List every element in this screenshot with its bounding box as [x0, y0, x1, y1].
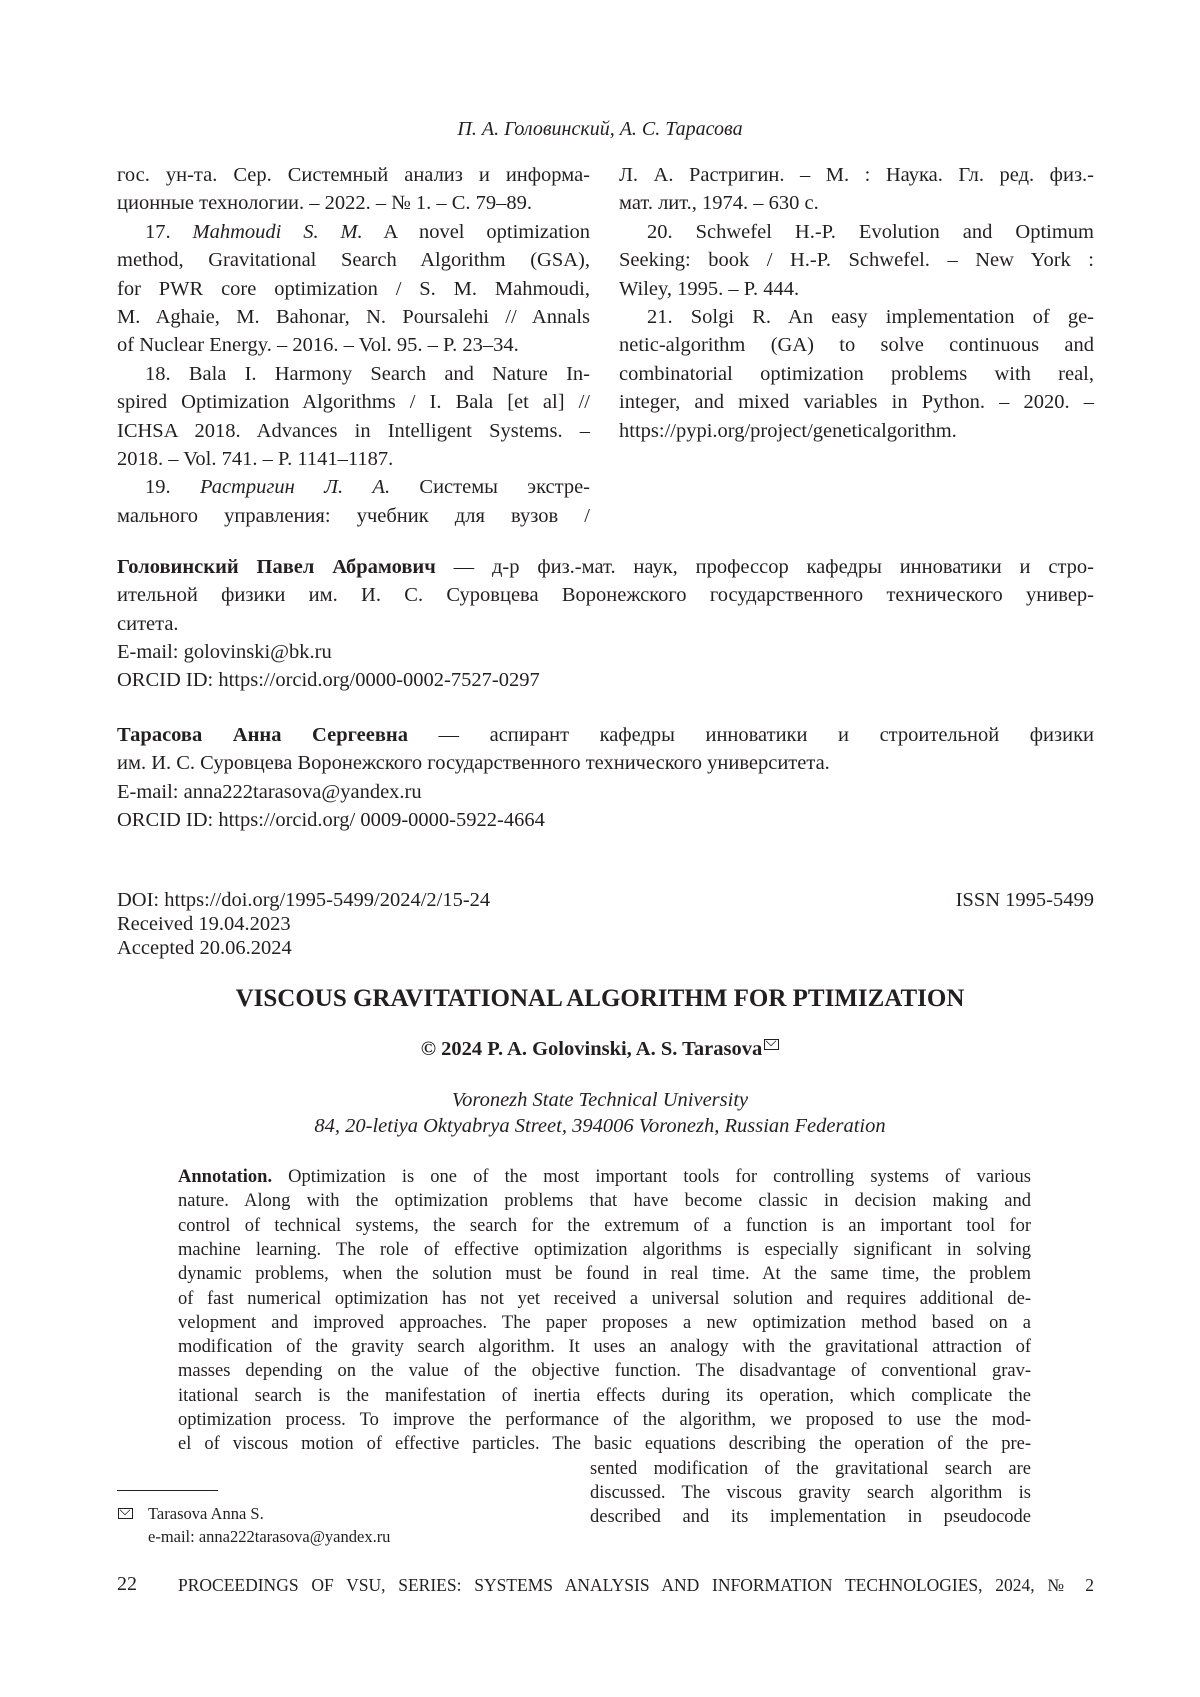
- accepted-date: Accepted 20.06.2024: [117, 938, 517, 959]
- author-bio-line: ительной физики им. И. С. Суровцева Воронежского государственного технического универ-: [117, 585, 1094, 606]
- annotation-line: velopment and improved approaches. The paper proposes a new optimization method based on a: [178, 1314, 1031, 1333]
- reference-line: мат. лит., 1974. – 630 с.: [619, 193, 1094, 214]
- reference-line: ICHSA 2018. Advances in Intelligent Systems. –: [117, 421, 590, 442]
- reference-line: netic-algorithm (GA) to solve continuous and: [619, 335, 1094, 356]
- article-title: VISCOUS GRAVITATIONAL ALGORITHM FOR PTIMIZATION: [0, 986, 1200, 1011]
- reference-line: Л. А. Растригин. – М. : Наука. Гл. ред. физ.-: [619, 165, 1094, 186]
- journal-footer: PROCEEDINGS OF VSU, SERIES: SYSTEMS ANALYSIS AND INFORMATION TECHNOLOGIES, 2024, № 2: [178, 1575, 1094, 1596]
- emphasis: Annotation.: [178, 1167, 272, 1187]
- author-bio-line: ORCID ID: https://orcid.org/ 0009-0000-5922-4664: [117, 810, 1094, 831]
- reference-line: 19. Растригин Л. А. Системы экстре-: [117, 477, 590, 498]
- affiliation-line: Voronezh State Technical University: [0, 1090, 1200, 1111]
- annotation-line: el of viscous motion of effective particles. The basic equations describing the operation of the pre-: [178, 1435, 1031, 1454]
- reference-line: Seeking: book / H.-P. Schwefel. – New York :: [619, 250, 1094, 271]
- author-bio-line: ORCID ID: https://orcid.org/0000-0002-7527-0297: [117, 670, 1094, 691]
- doi: DOI: https://doi.org/1995-5499/2024/2/15-24: [117, 890, 717, 911]
- page-number: 22: [117, 1573, 137, 1596]
- annotation-line: nature. Along with the optimization problems that have become classic in decision making and: [178, 1192, 1031, 1211]
- reference-line: M. Aghaie, M. Bahonar, N. Poursalehi // Annals: [117, 307, 590, 328]
- issn: ISSN 1995-5499: [900, 890, 1094, 911]
- reference-line: 21. Solgi R. An easy implementation of ge-: [619, 307, 1094, 328]
- annotation-line: modification of the gravity search algorithm. It uses an analogy with the gravitational attraction of: [178, 1338, 1031, 1357]
- reference-line: 17. Mahmoudi S. M. A novel optimization: [117, 222, 590, 243]
- reference-line: Wiley, 1995. – P. 444.: [619, 279, 1094, 300]
- affiliation-line: 84, 20-letiya Oktyabrya Street, 394006 Voronezh, Russian Federation: [0, 1116, 1200, 1137]
- reference-line: of Nuclear Energy. – 2016. – Vol. 95. – P. 23–34.: [117, 335, 590, 356]
- reference-line: combinatorial optimization problems with real,: [619, 364, 1094, 385]
- reference-line: spired Optimization Algorithms / I. Bala [et al] //: [117, 392, 590, 413]
- annotation-line: sented modification of the gravitational search are: [590, 1460, 1031, 1479]
- annotation-line: Annotation. Optimization is one of the most important tools for controlling systems of various: [178, 1168, 1031, 1187]
- emphasis: Тарасова Анна Сергеевна: [117, 724, 408, 746]
- author-bio-line: им. И. С. Суровцева Воронежского государственного технического университета.: [117, 753, 1094, 774]
- reference-line: 2018. – Vol. 741. – P. 1141–1187.: [117, 449, 590, 470]
- author-bio-line: Тарасова Анна Сергеевна — аспирант кафедры инноватики и строительной физики: [117, 725, 1094, 746]
- reference-author: Mahmoudi S. M.: [193, 221, 363, 243]
- annotation-line: discussed. The viscous gravity search algorithm is: [590, 1484, 1031, 1503]
- footnote-divider: [117, 1490, 218, 1491]
- envelope-icon: [764, 1039, 779, 1050]
- reference-line: for PWR core optimization / S. M. Mahmoudi,: [117, 279, 590, 300]
- annotation-line: machine learning. The role of effective optimization algorithms is especially significant in solving: [178, 1241, 1031, 1260]
- reference-author: Растригин Л. А.: [200, 476, 390, 498]
- footnote-author: Tarasova Anna S.: [148, 1506, 548, 1523]
- reference-line: https://pypi.org/project/geneticalgorithm.: [619, 421, 1094, 442]
- annotation-line: itational search is the manifestation of inertia effects during its operation, which complicate the: [178, 1387, 1031, 1406]
- article-authors: © 2024 P. A. Golovinski, A. S. Tarasova: [0, 1039, 1200, 1060]
- annotation-line: dynamic problems, when the solution must be found in real time. At the same time, the problem: [178, 1265, 1031, 1284]
- footnote-email: e-mail: anna222tarasova@yandex.ru: [148, 1529, 548, 1546]
- author-bio-line: E-mail: golovinski@bk.ru: [117, 642, 1094, 663]
- annotation-line: described and its implementation in pseudocode: [590, 1508, 1031, 1527]
- running-header: П. А. Головинский, А. С. Тарасова: [0, 118, 1200, 141]
- author-bio-line: ситета.: [117, 614, 1094, 635]
- reference-line: 18. Bala I. Harmony Search and Nature In-: [117, 364, 590, 385]
- reference-line: ционные технологии. – 2022. – № 1. – С. 79–89.: [117, 193, 590, 214]
- author-bio-line: E-mail: anna222tarasova@yandex.ru: [117, 782, 1094, 803]
- author-bio-line: Головинский Павел Абрамович — д-р физ.-мат. наук, профессор кафедры инноватики и стро-: [117, 557, 1094, 578]
- envelope-icon: [118, 1508, 133, 1519]
- annotation-line: of fast numerical optimization has not yet received a universal solution and requires additional de-: [178, 1290, 1031, 1309]
- reference-line: method, Gravitational Search Algorithm (GSA),: [117, 250, 590, 271]
- reference-line: integer, and mixed variables in Python. – 2020. –: [619, 392, 1094, 413]
- annotation-line: masses depending on the value of the objective function. The disadvantage of conventional grav-: [178, 1362, 1031, 1381]
- reference-line: гос. ун-та. Сер. Системный анализ и информа-: [117, 165, 590, 186]
- annotation-line: control of technical systems, the search for the extremum of a function is an important tool for: [178, 1217, 1031, 1236]
- received-date: Received 19.04.2023: [117, 914, 517, 935]
- annotation-line: optimization process. To improve the performance of the algorithm, we proposed to use the mod-: [178, 1411, 1031, 1430]
- reference-line: 20. Schwefel H.-P. Evolution and Optimum: [619, 222, 1094, 243]
- reference-line: мального управления: учебник для вузов /: [117, 506, 590, 527]
- emphasis: Головинский Павел Абрамович: [117, 556, 436, 578]
